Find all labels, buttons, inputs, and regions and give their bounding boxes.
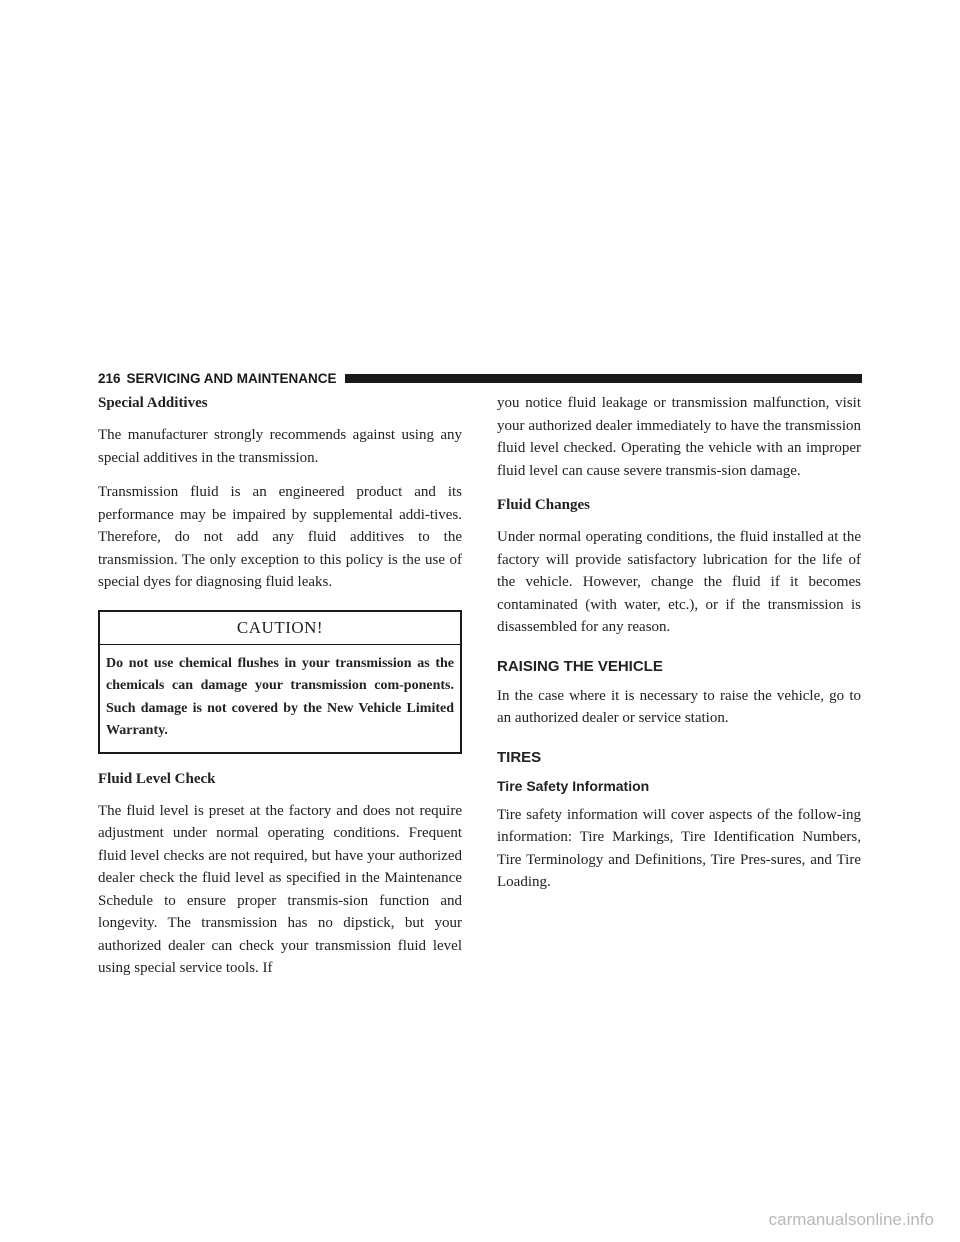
caution-title: CAUTION! bbox=[100, 612, 460, 645]
special-additives-heading: Special Additives bbox=[98, 395, 208, 411]
tires-heading: TIRES bbox=[497, 748, 542, 766]
watermark-link[interactable]: carmanualsonline.info bbox=[768, 1210, 934, 1229]
paragraph-raising-vehicle: In the case where it is necessary to raise the vehicle, go to an authorized dealer or service station. bbox=[497, 687, 861, 726]
raising-the-vehicle-heading: RAISING THE VEHICLE bbox=[497, 657, 663, 675]
fluid-changes-heading: Fluid Changes bbox=[497, 497, 590, 513]
paragraph-fluid-level: The fluid level is preset at the factory and does not require adjustment under normal operating conditions. Frequent fluid level checks are not required, but have your authorized dealer check the fluid level as specified in the Maintenance Schedule to ensure proper transmis-sion function and longevity. The transmission has no dipstick, but your authorized dealer can check your transmission fluid level using special service tools. If bbox=[98, 802, 462, 976]
caution-text: Do not use chemical flushes in your transmission as the chemicals can damage your transmission com-ponents. Such damage is not covered by the New Vehicle Limited Warranty. bbox=[106, 655, 454, 738]
caution-box bbox=[98, 610, 462, 754]
right-column bbox=[497, 392, 861, 906]
page-number: 216 bbox=[98, 370, 121, 386]
paragraph-transmission-fluid: Transmission fluid is an engineered product and its performance may be impaired by supplemental addi-tives. Therefore, do not add any fluid additives to the transmission. The only exception to this policy is the use of special dyes for diagnosing fluid leaks. bbox=[98, 484, 462, 590]
page-header bbox=[98, 369, 862, 387]
fluid-level-check-heading: Fluid Level Check bbox=[98, 770, 216, 787]
paragraph-fluid-level-continued: you notice fluid leakage or transmission malfunction, visit your authorized dealer immediately to have the transmission fluid level checked. Operating the vehicle with an improper fluid level can cause severe transmis-sion damage. bbox=[497, 395, 861, 479]
paragraph-tire-safety: Tire safety information will cover aspects of the follow-ing information: Tire Markings, Tire Identification Numbers, Tire Terminology and Definitions, Tire Pres-sures, and Tire Loading. bbox=[497, 806, 861, 890]
header-rule bbox=[345, 374, 862, 383]
left-column bbox=[98, 392, 462, 992]
tire-safety-information-heading: Tire Safety Information bbox=[497, 777, 650, 794]
paragraph-fluid-changes: Under normal operating conditions, the fluid installed at the factory will provide satisfactory lubrication for the life of the vehicle. However, change the fluid if it becomes contaminated (with water, etc.), or if the transmission is disassembled for any reason. bbox=[497, 529, 861, 635]
section-title: SERVICING AND MAINTENANCE bbox=[126, 370, 337, 386]
paragraph-additives-recommendation: The manufacturer strongly recommends against using any special additives in the transmission. bbox=[98, 427, 462, 466]
